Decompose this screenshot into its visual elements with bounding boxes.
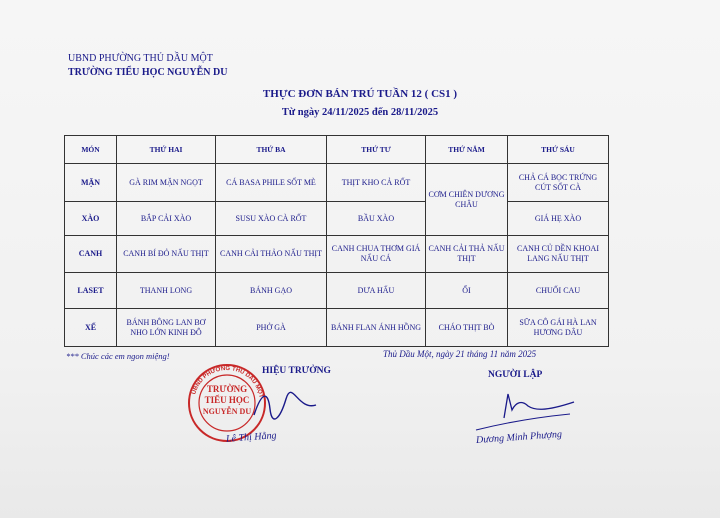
table-cell: THANH LONG [117,273,216,309]
table-cell: CHẢ CÁ BỌC TRỨNG CÚT SỐT CÀ [508,164,609,202]
stamp-line-3: NGUYỄN DU [202,407,252,416]
date-line: Thủ Dầu Một, ngày 21 tháng 11 năm 2025 [383,349,537,359]
table-row [65,309,609,347]
table-cell: BẮP CẢI XÀO [117,202,216,236]
table-cell: CƠM CHIÊN DƯƠNG CHÂU [426,164,508,236]
row-label: XẾ [65,309,117,347]
table-cell: CÁ BASA PHILE SỐT MÈ [216,164,327,202]
table-cell: SỮA CÔ GÁI HÀ LAN HƯƠNG DÂU [508,309,609,347]
row-label: CANH [65,236,117,273]
col-header-monday: THỨ HAI [117,136,216,164]
table-cell: SUSU XÀO CÀ RỐT [216,202,327,236]
table-cell: THỊT KHO CẢ RỐT [327,164,426,202]
table-row [65,236,609,273]
row-label: XÀO [65,202,117,236]
table-cell: GÀ RIM MẶN NGỌT [117,164,216,202]
org-line-2: TRƯỜNG TIỂU HỌC NGUYỄN DU [68,67,228,78]
maker-title: NGƯỜI LẬP [488,370,543,380]
stamp-ring-text: UBND PHƯỜNG THỦ DẦU MỘT [191,365,264,399]
table-cell: CANH CHUA THƠM GIÁ NẤU CÁ [327,236,426,273]
row-label: LASET [65,273,117,309]
table-cell: PHỞ GÀ [216,309,327,347]
table-cell: ỔI [426,273,508,309]
table-cell: BÁNH GẠO [216,273,327,309]
menu-date-range: Từ ngày 24/11/2025 đến 28/11/2025 [281,107,439,118]
principal-name: Lê Thị Hằng [225,430,277,445]
table-cell: CANH CẢI THẢ NẤU THỊT [426,236,508,273]
col-header-mon: MÓN [65,136,117,164]
table-row [65,273,609,309]
menu-title: THỰC ĐƠN BÁN TRÚ TUẦN 12 ( CS1 ) [262,88,458,100]
stamp-line-2: TIỂU HỌC [204,395,250,405]
table-cell: DƯA HẤU [327,273,426,309]
table-cell: CANH CỦ DỀN KHOAI LANG NẤU THỊT [508,236,609,273]
row-label: MẶN [65,164,117,202]
table-cell: CHUỐI CAU [508,273,609,309]
principal-title: HIỆU TRƯỞNG [262,366,331,376]
table-cell: BẦU XÀO [327,202,426,236]
table-cell: BÁNH BÔNG LAN BƠ NHO LỚN KINH ĐÔ [117,309,216,347]
table-cell: GIÁ HẸ XÀO [508,202,609,236]
table-cell: BÁNH FLAN ÁNH HỒNG [327,309,426,347]
org-line-1: UBND PHƯỜNG THỦ DẦU MỘT [68,53,213,64]
menu-table [64,135,609,347]
table-cell: CHÁO THỊT BÒ [426,309,508,347]
col-header-tuesday: THỨ BA [216,136,327,164]
maker-name: Dương Minh Phượng [475,429,563,446]
col-header-wednesday: THỨ TƯ [327,136,426,164]
table-cell: CANH BÍ ĐỎ NẤU THỊT [117,236,216,273]
col-header-friday: THỨ SÁU [508,136,609,164]
col-header-thursday: THỨ NĂM [426,136,508,164]
stamp-line-1: TRƯỜNG [206,384,248,394]
table-row [65,164,609,202]
principal-signature-icon [250,385,320,425]
table-row [65,202,609,236]
maker-signature-icon [470,388,580,434]
table-header-row [65,136,609,164]
wish-text: *** Chúc các em ngon miệng! [66,351,170,361]
table-cell: CANH CẢI THẢO NẤU THỊT [216,236,327,273]
